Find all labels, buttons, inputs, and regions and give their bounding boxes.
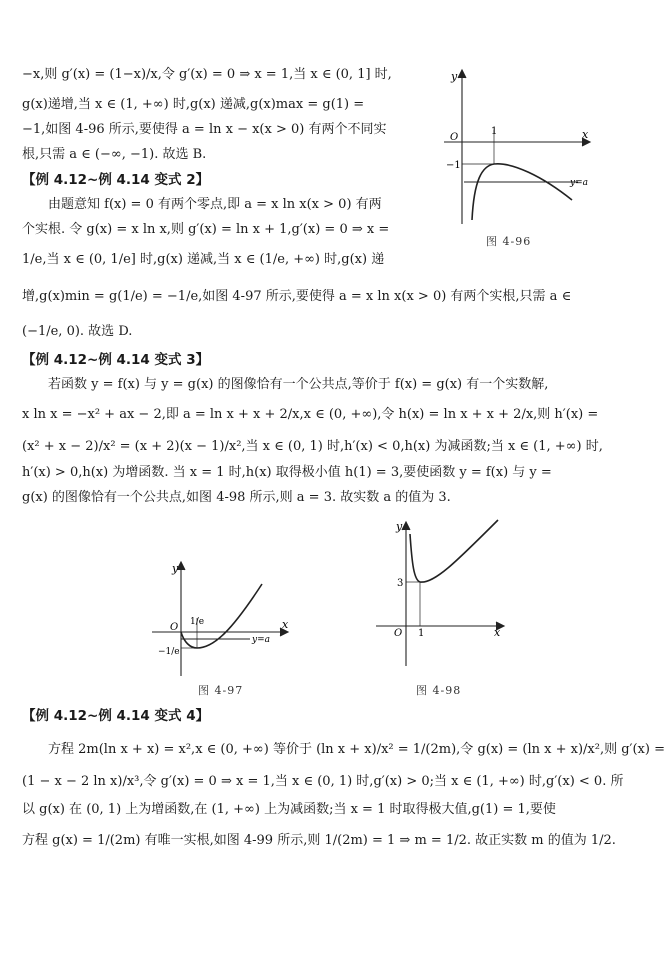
axis-label-y: y bbox=[396, 520, 403, 533]
line-label: y=a bbox=[570, 178, 588, 188]
tick-label-1: 1 bbox=[418, 628, 425, 639]
axis-label-y: y bbox=[451, 70, 458, 83]
line-label: y=a bbox=[252, 635, 270, 645]
section-heading: 【例 4.12~例 4.14 变式 2】 bbox=[22, 172, 210, 188]
axis-label-y: y bbox=[172, 562, 179, 575]
text-line: 根,只需 a ∈ (−∞, −1). 故选 B. bbox=[22, 147, 207, 162]
figure-caption: 图 4-96 bbox=[486, 235, 532, 248]
curve-xlnx bbox=[181, 584, 262, 648]
text-line: h′(x) > 0,h(x) 为增函数. 当 x = 1 时,h(x) 取得极小值 h(1) = 3,要使函数 y = f(x) 与 y = bbox=[22, 465, 552, 480]
figure-4-96 bbox=[438, 60, 618, 248]
origin-label: O bbox=[170, 622, 179, 633]
figure-4-98 bbox=[376, 514, 526, 704]
curve-lnx-minus-x bbox=[472, 164, 572, 220]
figure-caption: 图 4-98 bbox=[416, 684, 462, 697]
section-heading: 【例 4.12~例 4.14 变式 3】 bbox=[22, 352, 210, 368]
text-line: 由题意知 f(x) = 0 有两个零点,即 a = x ln x(x > 0) 有两 bbox=[48, 197, 382, 212]
section-heading: 【例 4.12~例 4.14 变式 4】 bbox=[22, 708, 210, 724]
origin-label: O bbox=[394, 628, 403, 639]
tick-label-1: 1 bbox=[491, 126, 498, 137]
text-line: (1 − x − 2 ln x)/x³,令 g′(x) = 0 ⇒ x = 1,当 x ∈ (0, 1) 时,g′(x) > 0;当 x ∈ (1, +∞) 时,g′(x) < 0. 所 bbox=[22, 774, 624, 789]
text-line: −x,则 g′(x) = (1−x)/x,令 g′(x) = 0 ⇒ x = 1,当 x ∈ (0, 1] 时, bbox=[22, 67, 392, 82]
axis-label-x: x bbox=[494, 626, 501, 639]
axis-label-x: x bbox=[282, 618, 289, 631]
text-line: 1/e,当 x ∈ (0, 1/e] 时,g(x) 递减,当 x ∈ (1/e, +∞) 时,g(x) 递 bbox=[22, 252, 385, 267]
text-line: 方程 g(x) = 1/(2m) 有唯一实根,如图 4-99 所示,则 1/(2m) = 1 ⇒ m = 1/2. 故正实数 m 的值为 1/2. bbox=[22, 833, 616, 848]
origin-label: O bbox=[450, 132, 459, 143]
tick-label-neg-1: −1 bbox=[446, 160, 461, 171]
curve-h bbox=[410, 520, 498, 582]
figure-caption: 图 4-97 bbox=[198, 684, 244, 697]
text-line: 若函数 y = f(x) 与 y = g(x) 的图像恰有一个公共点,等价于 f(x) = g(x) 有一个实数解, bbox=[48, 377, 549, 392]
text-line: (x² + x − 2)/x² = (x + 2)(x − 1)/x²,当 x ∈ (0, 1) 时,h′(x) < 0,h(x) 为减函数;当 x ∈ (1, +∞) 时, bbox=[22, 439, 603, 454]
tick-label-neg-inv-e: −1/e bbox=[158, 647, 180, 657]
text-line: 个实根. 令 g(x) = x ln x,则 g′(x) = ln x + 1,g′(x) = 0 ⇒ x = bbox=[22, 222, 390, 237]
text-line: g(x)递增,当 x ∈ (1, +∞) 时,g(x) 递减,g(x)max = g(1) = bbox=[22, 97, 365, 112]
tick-label-3: 3 bbox=[397, 578, 404, 589]
y-axis-arrow bbox=[402, 522, 410, 530]
figure-4-97 bbox=[140, 556, 300, 706]
tick-label-inv-e: 1/e bbox=[190, 617, 205, 627]
axis-label-x: x bbox=[582, 128, 589, 141]
text-line: −1,如图 4-96 所示,要使得 a = ln x − x(x > 0) 有两个不同实 bbox=[22, 122, 387, 137]
text-line: x ln x = −x² + ax − 2,即 a = ln x + x + 2/x,x ∈ (0, +∞),令 h(x) = ln x + x + 2/x,则 h′(x) = bbox=[22, 407, 599, 422]
text-line: 增,g(x)min = g(1/e) = −1/e,如图 4-97 所示,要使得 a = x ln x(x > 0) 有两个实根,只需 a ∈ bbox=[22, 289, 572, 304]
text-line: 方程 2m(ln x + x) = x²,x ∈ (0, +∞) 等价于 (ln x + x)/x² = 1/(2m),令 g(x) = (ln x + x)/x²,则 g′(x) = bbox=[48, 742, 665, 757]
text-line: (−1/e, 0). 故选 D. bbox=[22, 324, 133, 339]
text-line: g(x) 的图像恰有一个公共点,如图 4-98 所示,则 a = 3. 故实数 a 的值为 3. bbox=[22, 490, 451, 505]
y-axis-arrow bbox=[458, 70, 466, 78]
text-line: 以 g(x) 在 (0, 1) 上为增函数,在 (1, +∞) 上为减函数;当 x = 1 时取得极大值,g(1) = 1,要使 bbox=[22, 802, 556, 817]
